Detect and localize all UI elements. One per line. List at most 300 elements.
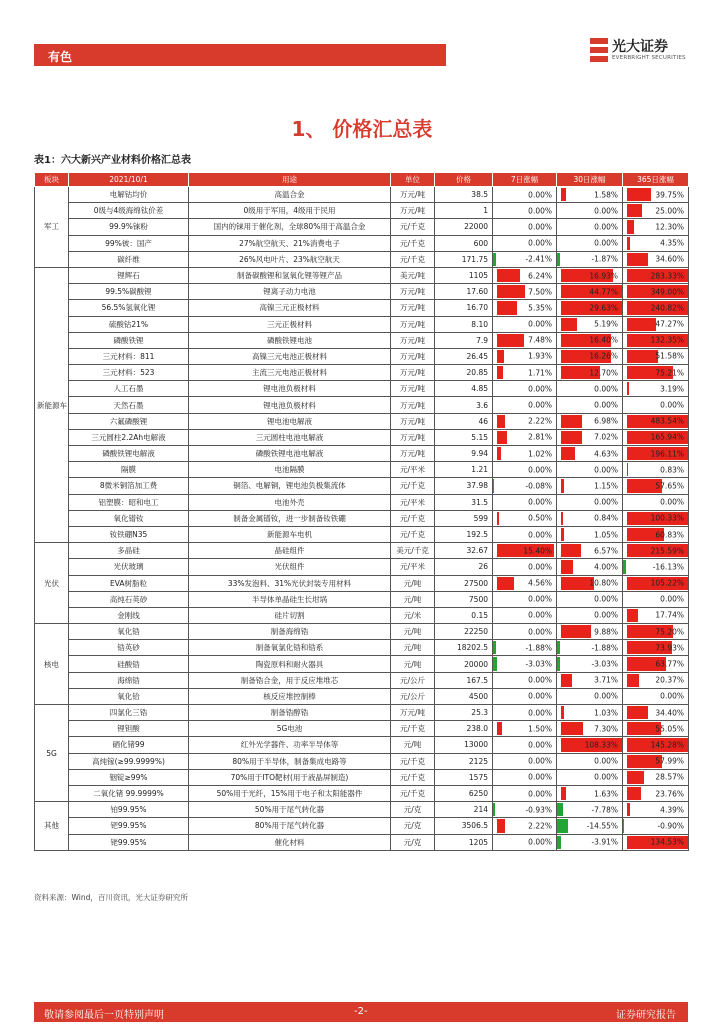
change-cell-d7 [493,429,557,445]
change-cell-d365 [623,785,689,801]
change-cell-d365 [623,688,689,704]
change-value: -0.08% [525,481,552,491]
change-cell-d30 [557,834,623,850]
col-header: 价格 [435,173,493,187]
change-cell-d7 [493,203,557,219]
change-cell-d365 [623,705,689,721]
change-value: 4.39% [660,805,684,815]
change-cell-d365 [623,478,689,494]
change-value: 0.00% [594,772,618,782]
change-value: 12.70% [589,368,618,378]
change-value: 483.54% [650,416,684,426]
change-cell-d7 [493,446,557,462]
price-cell: 7.9 [435,332,493,348]
change-value: 0.00% [528,190,552,200]
unit-cell: 元/千克 [391,219,435,235]
change-value: 4.63% [594,449,618,459]
change-value: 0.00% [594,222,618,232]
use-cell: 铜箔、电解铜，锂电池负极集流体 [189,478,391,494]
price-cell: 20.85 [435,365,493,381]
change-cell-d30 [557,591,623,607]
change-value: 0.00% [594,400,618,410]
price-cell: 25.3 [435,705,493,721]
change-value: 1.50% [528,724,552,734]
change-value: -3.91% [591,837,618,847]
unit-cell: 元/吨 [391,656,435,672]
change-value: 100.33% [650,513,684,523]
unit-cell: 美元/吨 [391,267,435,283]
change-value: 0.00% [594,206,618,216]
change-value: -14.55% [586,821,618,831]
change-cell-d30 [557,284,623,300]
item-cell: 铂99.95% [69,802,189,818]
price-cell: 0.15 [435,607,493,623]
change-cell-d365 [623,559,689,575]
change-cell-d365 [623,267,689,283]
use-cell: 晶硅组件 [189,543,391,559]
change-value: 0.83% [660,465,684,475]
table-row [35,834,689,850]
change-value: 0.00% [594,465,618,475]
table-row [35,267,689,283]
change-cell-d7 [493,818,557,834]
item-cell: 天然石墨 [69,397,189,413]
use-cell: 半导体单晶硅生长坩埚 [189,591,391,607]
table-row [35,705,689,721]
table-row [35,737,689,753]
price-cell: 4.85 [435,381,493,397]
table-row [35,672,689,688]
change-cell-d365 [623,348,689,364]
change-value: 34.60% [655,254,684,264]
change-cell-d7 [493,543,557,559]
change-value: 25.00% [655,206,684,216]
use-cell: 磷酸铁锂电池电解液 [189,446,391,462]
use-cell: 电池外壳 [189,494,391,510]
change-cell-d7 [493,284,557,300]
change-value: 34.40% [655,708,684,718]
item-cell: 99.9%铼粉 [69,219,189,235]
item-cell: EVA树脂粒 [69,575,189,591]
change-cell-d365 [623,543,689,559]
change-value: 23.76% [655,789,684,799]
change-value: -3.03% [591,659,618,669]
price-cell: 599 [435,510,493,526]
col-header: 30日涨幅 [557,173,623,187]
change-value: 0.00% [528,238,552,248]
change-cell-d30 [557,187,623,203]
table-row [35,397,689,413]
use-cell: 三元圆柱电池电解液 [189,429,391,445]
price-cell: 238.0 [435,721,493,737]
header-bar [34,36,686,66]
change-value: 196.11% [650,449,684,459]
col-header: 7日涨幅 [493,173,557,187]
change-cell-d30 [557,251,623,267]
page-number: -2- [354,1006,368,1017]
change-cell-d7 [493,753,557,769]
change-value: 165.94% [650,432,684,442]
unit-cell: 元/公斤 [391,688,435,704]
unit-cell: 元/千克 [391,753,435,769]
change-value: 215.59% [650,546,684,556]
change-cell-d7 [493,494,557,510]
use-cell: 80%用于尾气转化器 [189,818,391,834]
change-cell-d30 [557,753,623,769]
change-value: 15.40% [523,546,552,556]
change-value: 4.00% [594,562,618,572]
table-row [35,365,689,381]
change-cell-d30 [557,446,623,462]
use-cell: 磷酸铁锂电池 [189,332,391,348]
change-value: 0.00% [528,708,552,718]
change-cell-d365 [623,251,689,267]
change-cell-d7 [493,187,557,203]
change-cell-d7 [493,834,557,850]
logo-english: EVERBRIGHT SECURITIES [612,55,686,61]
change-cell-d30 [557,543,623,559]
change-value: 0.00% [660,691,684,701]
item-cell: 铟锭≥99% [69,769,189,785]
change-cell-d7 [493,559,557,575]
table-row [35,559,689,575]
price-cell: 13000 [435,737,493,753]
change-value: 3.71% [594,675,618,685]
source-note: 资料来源：Wind，百川资讯，光大证券研究所 [34,893,188,902]
unit-cell: 万元/吨 [391,284,435,300]
item-cell: 硒化锗99 [69,737,189,753]
unit-cell: 万元/吨 [391,413,435,429]
change-value: 55.05% [655,724,684,734]
change-cell-d30 [557,413,623,429]
item-cell: 锂辉石 [69,267,189,283]
unit-cell: 万元/吨 [391,397,435,413]
item-cell: 隔膜 [69,462,189,478]
table-row [35,624,689,640]
unit-cell: 万元/吨 [391,300,435,316]
change-value: 0.00% [528,740,552,750]
use-cell: 80%用于半导体，制备集成电路等 [189,753,391,769]
sector-cell: 军工 [35,187,69,268]
unit-cell: 元/米 [391,607,435,623]
table-row [35,510,689,526]
change-cell-d7 [493,413,557,429]
change-value: 16.40% [589,335,618,345]
price-cell: 600 [435,235,493,251]
change-value: 1.58% [594,190,618,200]
use-cell: 高镍三元电池正极材料 [189,348,391,364]
change-cell-d7 [493,607,557,623]
change-cell-d30 [557,219,623,235]
change-value: 0.00% [660,594,684,604]
sector-cell: 新能源车 [35,267,69,542]
change-cell-d7 [493,575,557,591]
change-value: 16.26% [589,351,618,361]
change-cell-d7 [493,219,557,235]
change-value: -7.78% [591,805,618,815]
use-cell: 三元正极材料 [189,316,391,332]
price-cell: 1575 [435,769,493,785]
col-header: 365日涨幅 [623,173,689,187]
use-cell: 制备金属镨钕，进一步制备钕铁硼 [189,510,391,526]
unit-cell: 元/千克 [391,721,435,737]
sector-cell: 光伏 [35,543,69,624]
change-value: -3.03% [525,659,552,669]
item-cell: 99.5%碳酸锂 [69,284,189,300]
use-cell: 高温合金 [189,187,391,203]
change-value: 0.00% [594,238,618,248]
table-row [35,316,689,332]
table-row [35,753,689,769]
sector-cell: 核电 [35,624,69,705]
unit-cell: 元/吨 [391,575,435,591]
change-value: 6.24% [528,271,552,281]
change-value: 0.00% [594,756,618,766]
change-cell-d7 [493,591,557,607]
use-cell: 核反应堆控制棒 [189,688,391,704]
change-cell-d365 [623,624,689,640]
change-cell-d30 [557,365,623,381]
table-body [35,187,689,851]
change-cell-d7 [493,802,557,818]
price-cell: 38.5 [435,187,493,203]
footer-disclaimer: 敬请参阅最后一页特别声明 [44,1010,164,1021]
unit-cell: 元/千克 [391,785,435,801]
brand-logo [590,36,690,66]
use-cell: 红外光学器件、功率半导体等 [189,737,391,753]
item-cell: 钯99.95% [69,818,189,834]
unit-cell: 元/克 [391,802,435,818]
change-cell-d30 [557,494,623,510]
unit-cell: 元/吨 [391,737,435,753]
change-value: 0.00% [528,465,552,475]
change-value: 349.00% [650,287,684,297]
item-cell: 硫酸钴21% [69,316,189,332]
change-value: 0.00% [594,497,618,507]
table-row [35,478,689,494]
change-value: 0.00% [528,594,552,604]
item-cell: 99%铍：国产 [69,235,189,251]
change-cell-d30 [557,381,623,397]
item-cell: 二氧化锗 99.9999% [69,785,189,801]
change-value: 51.58% [655,351,684,361]
change-value: 6.98% [594,416,618,426]
unit-cell: 元/千克 [391,526,435,542]
item-cell: 0级与4级海绵钛价差 [69,203,189,219]
table-row [35,526,689,542]
change-value: 57.99% [655,756,684,766]
change-value: 0.84% [594,513,618,523]
change-cell-d30 [557,818,623,834]
change-value: -0.90% [657,821,684,831]
unit-cell: 万元/吨 [391,203,435,219]
change-cell-d30 [557,510,623,526]
change-cell-d30 [557,737,623,753]
table-row [35,607,689,623]
use-cell: 制备氧氯化锆和锆系 [189,640,391,656]
change-cell-d30 [557,267,623,283]
use-cell: 新能源车电机 [189,526,391,542]
change-value: 0.00% [594,610,618,620]
change-value: 0.00% [594,594,618,604]
col-header: 2021/10/1 [69,173,189,187]
change-cell-d30 [557,478,623,494]
change-cell-d30 [557,316,623,332]
unit-cell: 元/吨 [391,640,435,656]
price-cell: 7500 [435,591,493,607]
change-value: 0.00% [528,691,552,701]
table-row [35,462,689,478]
use-cell: 陶瓷原料和耐火器具 [189,656,391,672]
use-cell: 高镍三元正极材料 [189,300,391,316]
change-value: 7.02% [594,432,618,442]
change-value: 39.75% [655,190,684,200]
change-value: 9.88% [594,627,618,637]
use-cell: 50%用于尾气转化器 [189,802,391,818]
change-cell-d365 [623,753,689,769]
price-cell: 17.60 [435,284,493,300]
change-cell-d365 [623,494,689,510]
change-cell-d365 [623,640,689,656]
change-value: -0.93% [525,805,552,815]
use-cell: 50%用于光纤，15%用于电子和太阳能器件 [189,785,391,801]
change-cell-d365 [623,187,689,203]
change-cell-d7 [493,251,557,267]
change-cell-d7 [493,300,557,316]
change-value: -2.41% [525,254,552,264]
change-value: 0.00% [528,789,552,799]
unit-cell: 元/吨 [391,591,435,607]
change-value: 75.20% [655,627,684,637]
price-cell: 9.94 [435,446,493,462]
table-row [35,769,689,785]
item-cell: 高纯镓(≥99.9999%) [69,753,189,769]
table-row [35,187,689,203]
change-value: 12.30% [655,222,684,232]
price-cell: 167.5 [435,672,493,688]
table-row [35,251,689,267]
unit-cell: 元/千克 [391,478,435,494]
change-cell-d30 [557,462,623,478]
price-cell: 20000 [435,656,493,672]
use-cell: 光伏组件 [189,559,391,575]
item-cell: 氧化锆 [69,624,189,640]
use-cell: 27%航空航天、21%消费电子 [189,235,391,251]
unit-cell: 万元/吨 [391,187,435,203]
change-value: 2.22% [528,821,552,831]
change-cell-d365 [623,575,689,591]
change-cell-d7 [493,705,557,721]
use-cell: 26%风电叶片、23%航空航天 [189,251,391,267]
item-cell: 四氯化三锆 [69,705,189,721]
change-cell-d365 [623,219,689,235]
price-cell: 18202.5 [435,640,493,656]
sector-cell: 5G [35,705,69,802]
change-cell-d30 [557,526,623,542]
item-cell: 氧化镨钕 [69,510,189,526]
change-cell-d30 [557,769,623,785]
change-cell-d30 [557,672,623,688]
table-row [35,235,689,251]
item-cell: 高纯石英砂 [69,591,189,607]
change-value: 2.81% [528,432,552,442]
change-cell-d365 [623,203,689,219]
item-cell: 硅酸锆 [69,656,189,672]
change-value: 10.80% [589,578,618,588]
change-value: 17.74% [655,610,684,620]
change-cell-d365 [623,721,689,737]
use-cell: 5G电池 [189,721,391,737]
change-cell-d365 [623,769,689,785]
change-value: 0.00% [594,384,618,394]
item-cell: 三元材料：523 [69,365,189,381]
table-row [35,591,689,607]
change-cell-d7 [493,510,557,526]
change-cell-d365 [623,365,689,381]
use-cell: 锂电池电解液 [189,413,391,429]
change-value: -1.88% [591,643,618,653]
change-value: 0.00% [528,400,552,410]
item-cell: 锆英砂 [69,640,189,656]
change-value: 0.00% [528,562,552,572]
table-row [35,656,689,672]
price-cell: 3.6 [435,397,493,413]
use-cell: 硅片切割 [189,607,391,623]
change-value: 0.00% [528,772,552,782]
table-row [35,348,689,364]
item-cell: 磷酸铁锂电解液 [69,446,189,462]
use-cell: 33%发泡料、31%光伏封装专用材料 [189,575,391,591]
change-cell-d30 [557,203,623,219]
price-cell: 1205 [435,834,493,850]
change-cell-d30 [557,688,623,704]
use-cell: 主流三元电池正极材料 [189,365,391,381]
unit-cell: 万元/吨 [391,365,435,381]
section-tag: 有色 [34,44,446,66]
use-cell: 锂电池负极材料 [189,381,391,397]
change-value: 4.35% [660,238,684,248]
table-row [35,429,689,445]
item-cell: 电解钴均价 [69,187,189,203]
use-cell: 0级用于军用，4级用于民用 [189,203,391,219]
change-cell-d7 [493,397,557,413]
table-row [35,688,689,704]
change-value: 2.22% [528,416,552,426]
item-cell: 8微米铜箔加工费 [69,478,189,494]
use-cell: 电池隔膜 [189,462,391,478]
table-row [35,640,689,656]
change-value: 0.00% [594,691,618,701]
change-value: 1.15% [594,481,618,491]
use-cell: 制备锆合金，用于反应堆堆芯 [189,672,391,688]
change-cell-d365 [623,300,689,316]
use-cell: 国内的铼用于催化剂，全球80%用于高温合金 [189,219,391,235]
price-cell: 6250 [435,785,493,801]
change-value: 0.00% [528,319,552,329]
unit-cell: 美元/千克 [391,543,435,559]
item-cell: 金刚线 [69,607,189,623]
change-cell-d365 [623,316,689,332]
change-cell-d30 [557,802,623,818]
item-cell: 碳纤维 [69,251,189,267]
change-value: 0.00% [528,222,552,232]
use-cell: 锂电池负极材料 [189,397,391,413]
change-value: 20.37% [655,675,684,685]
unit-cell: 元/千克 [391,251,435,267]
change-cell-d30 [557,721,623,737]
price-cell: 16.70 [435,300,493,316]
use-cell: 制备碳酸锂和氢氧化锂等锂产品 [189,267,391,283]
